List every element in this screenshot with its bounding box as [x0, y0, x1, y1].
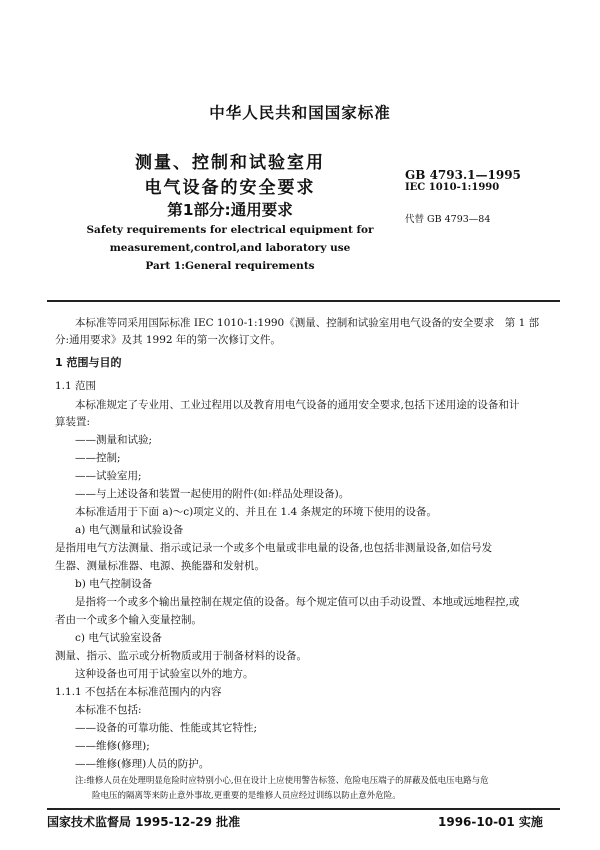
replaces-standard: 代替 GB 4793—84	[405, 214, 491, 225]
item-c-line2: 这种设备也可用于试验室以外的地方。	[75, 668, 254, 680]
list-item: ——与上述设备和装置一起使用的附件(如:样品处理设备)。	[75, 488, 350, 500]
list-item: ——控制;	[75, 452, 121, 464]
title-en-line2: measurement,control,and laboratory use	[109, 242, 351, 254]
list-item: ——测量和试验;	[75, 434, 153, 446]
exclusions-intro: 本标准不包括:	[75, 704, 142, 716]
top-divider	[47, 300, 560, 302]
note-line1: 注:维修人员在处理明显危险时应特别小心,但在设计上应使用警告标签、危险电压端子的屏蔽及低电压电路与危	[75, 776, 489, 786]
effective-date: 1996-10-01 实施	[438, 815, 543, 829]
note-line2: 险电压的隔离等来防止意外事故,更重要的是维修人员应经过训练以防止意外危险。	[92, 791, 401, 801]
intro-line1: 本标准等同采用国际标准 IEC 1010-1:1990《测量、控制和试验室用电气设备的安全要求 第 1 部	[75, 317, 540, 329]
issuer-approval: 国家技术监督局 1995-12-29 批准	[47, 815, 241, 829]
section-1-heading: 1 范围与目的	[55, 356, 122, 369]
item-b-title: b) 电气控制设备	[75, 578, 153, 590]
item-a-line1: 是指用电气方法测量、指示或记录一个或多个电量或非电量的设备,也包括非测量设备,如信号发	[55, 542, 493, 554]
item-c-title: c) 电气试验室设备	[75, 632, 162, 644]
title-en-line1: Safety requirements for electrical equipment for	[86, 224, 374, 236]
title-cn-line3: 第1部分:通用要求	[167, 201, 293, 219]
title-cn-line2: 电气设备的安全要求	[144, 178, 316, 198]
item-b-line1: 是指将一个或多个输出量控制在规定值的设备。每个规定值可以由手动设置、本地或远地程控,或	[75, 596, 520, 608]
title-en-line3: Part 1:General requirements	[145, 260, 315, 272]
exclusion-item: ——维修(修理)人员的防护。	[75, 758, 210, 770]
scope-paragraph-line1: 本标准规定了专业用、工业过程用以及教育用电气设备的通用安全要求,包括下述用途的设备和计	[75, 399, 520, 411]
applicability-paragraph: 本标准适用于下面 a)～c)项定义的、并且在 1.4 条规定的环境下使用的设备。	[75, 506, 438, 518]
item-a-line2: 生器、测量标准器、电源、换能器和发射机。	[55, 560, 265, 572]
intro-line2: 分:通用要求》及其 1992 年的第一次修订文件。	[55, 334, 281, 346]
bottom-divider	[47, 808, 560, 810]
title-cn-line1: 测量、控制和试验室用	[135, 153, 325, 173]
item-a-title: a) 电气测量和试验设备	[75, 524, 184, 536]
item-c-line1: 测量、指示、监示或分析物质或用于制备材料的设备。	[55, 650, 307, 662]
exclusion-item: ——设备的可靠功能、性能或其它特性;	[75, 722, 258, 734]
section-1-1-heading: 1.1 范围	[55, 380, 97, 392]
item-b-line2: 者由一个或多个输入变量控制。	[55, 614, 202, 626]
scope-paragraph-line2: 算装置:	[55, 416, 91, 428]
section-1-1-1-heading: 1.1.1 不包括在本标准范围内的内容	[55, 686, 222, 698]
list-item: ——试验室用;	[75, 470, 142, 482]
national-standard-header: 中华人民共和国国家标准	[209, 104, 391, 122]
exclusion-item: ——维修(修理);	[75, 740, 150, 752]
gb-number: GB 4793.1—1995	[405, 168, 521, 182]
iec-number: IEC 1010-1:1990	[405, 182, 500, 193]
